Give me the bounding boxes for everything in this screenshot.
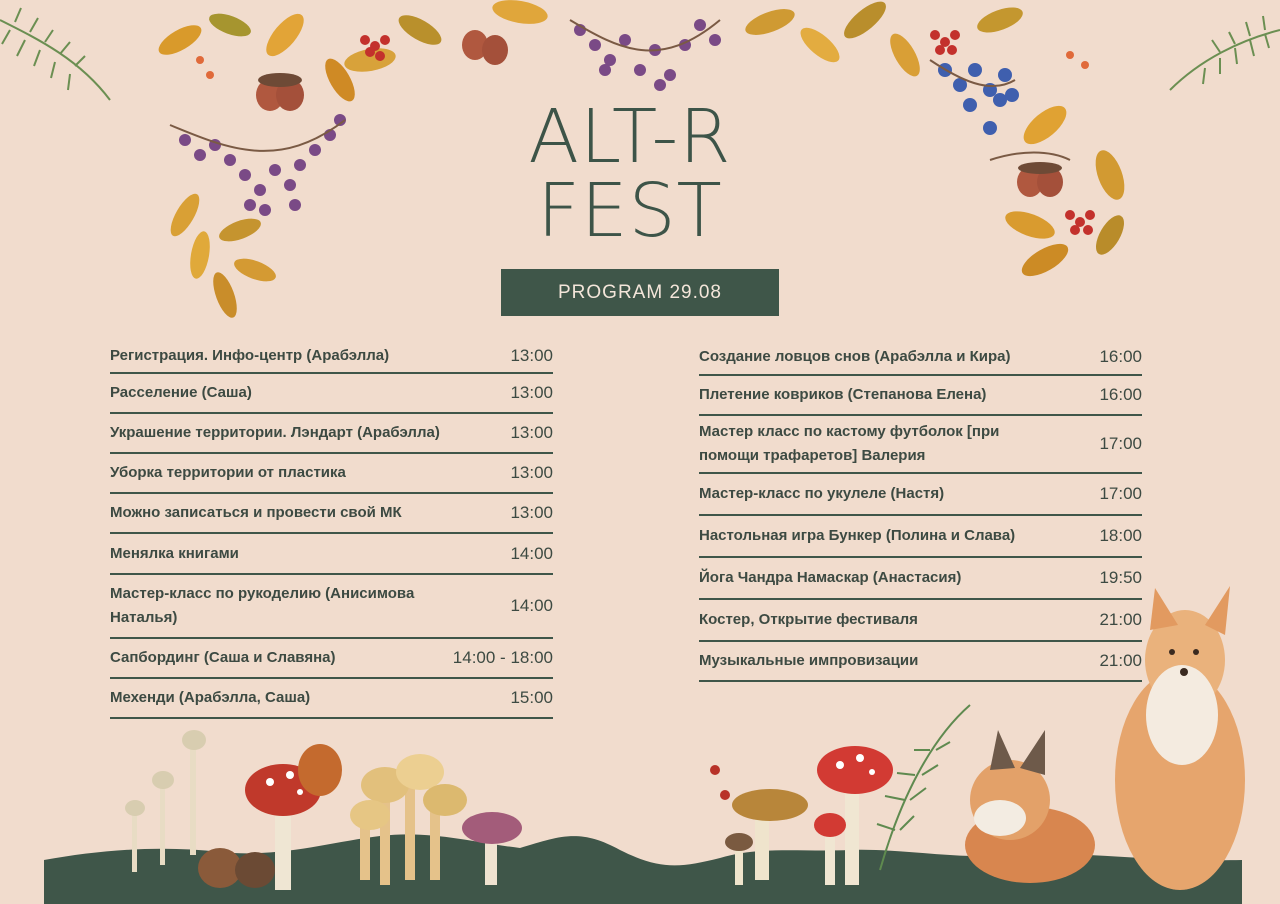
left-schedule-column [110,339,553,719]
schedule-activity: Мехенди (Арабэлла, Саша) [110,689,311,706]
schedule-time: 14:00 - 18:00 [452,648,553,667]
schedule-activity: Костер, Открытие фестиваля [699,611,918,628]
schedule-time: 13:00 [510,503,553,522]
schedule-time: 15:00 [510,688,553,707]
schedule-row [699,339,1142,376]
schedule-activity: Сапбординг (Саша и Славяна) [110,649,336,666]
schedule-row [699,516,1142,558]
schedule-row [699,642,1142,682]
schedule-time: 16:00 [1099,385,1142,404]
schedule-activity: Уборка территории от пластика [110,464,346,481]
schedule-time: 17:00 [1099,484,1142,503]
mushroom-icon [710,746,893,885]
schedule-activity: Плетение ковриков (Степанова Елена) [699,386,987,403]
schedule-time: 13:00 [510,423,553,442]
schedule-row [110,534,553,575]
schedule-row [699,474,1142,516]
mushroom-icon [125,730,522,890]
schedule-activity: Мастер класс по кастому футболок [при помощи трафаретов] Валерия [699,423,1000,464]
schedule-activity: Менялка книгами [110,544,239,562]
schedule-row [110,494,553,534]
schedule-time: 14:00 [510,543,553,563]
title-line-1: ALT-R [528,94,732,180]
schedule-activity: Музыкальные импровизации [699,652,919,669]
schedule-time: 13:00 [510,345,553,365]
schedule-activity: Украшение территории. Лэндарт (Арабэлла) [110,424,440,441]
schedule-activity: Настольная игра Бункер (Полина и Слава) [699,527,1016,544]
schedule-row [699,376,1142,416]
program-date-banner: PROGRAM 29.08 [501,269,779,316]
blue-berries-icon [938,63,1019,135]
schedule-row [699,416,1142,474]
schedule-row [110,575,553,639]
schedule-time: 21:00 [1099,610,1142,629]
schedule-activity: Мастер-класс по рукоделию (Анисимова Наталья) [110,585,415,626]
title-line-2: FEST [537,168,723,254]
schedule-activity: Мастер-класс по укулеле (Настя) [699,485,945,502]
schedule-time: 17:00 [1099,434,1142,453]
schedule-activity: Йога Чандра Намаскар (Анастасия) [699,569,962,586]
schedule-time: 18:00 [1099,526,1142,545]
schedule-activity: Регистрация. Инфо-центр (Арабэлла) [110,346,390,364]
schedule-row [110,454,553,494]
schedule-row [110,639,553,679]
right-schedule-column [699,339,1142,682]
fern-icon [0,8,1280,100]
schedule-time: 14:00 [510,596,553,615]
schedule-time: 13:00 [510,463,553,482]
ground-hill-shape [44,834,1242,904]
schedule-activity: Расселение (Саша) [110,384,252,401]
schedule-row [699,558,1142,600]
schedule-row [110,374,553,414]
schedule-time: 21:00 [1099,651,1142,670]
fern-icon [877,705,970,870]
schedule-row [110,414,553,454]
schedule-time: 13:00 [510,383,553,402]
festival-title [440,94,820,254]
schedule-activity: Создание ловцов снов (Арабэлла и Кира) [699,347,1011,365]
schedule-time: 19:50 [1099,568,1142,587]
schedule-activity: Можно записаться и провести свой МК [110,504,402,521]
schedule-row [699,600,1142,642]
schedule-time: 16:00 [1099,346,1142,366]
schedule-row [110,339,553,374]
schedule-row [110,679,553,719]
